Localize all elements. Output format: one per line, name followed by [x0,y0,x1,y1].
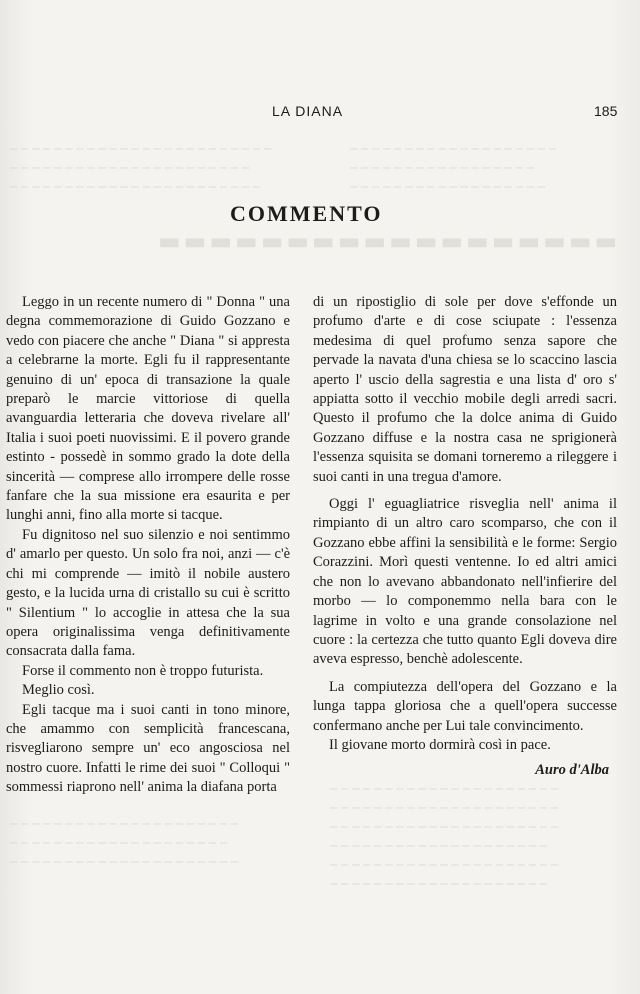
paragraph: di un ripostiglio di sole per dove s'effonde un profumo d'arte e di cose sciupate : l'essenza medesima di quel profumo senza sapore che pervade la navata d'una chiesa se lo scaccino lascia aperto l' uscio della sagrestia e una lista d' oro s' appiatta sotto il vecchio mobile degli arredi sacri. Questo il profumo che la dolce anima di Guido Gozzano diffuse e la nostra casa ne sprigionerà l'essenza squisita se domani torneremo a rileggere i suoi canti in una tregua d'amore. [313,294,617,485]
page-number: 185 [594,103,618,119]
paragraph: Il giovane morto dormirà così in pace. [329,736,551,753]
paragraph: Forse il commento non è troppo futurista. [22,662,264,679]
bleed-through-title: ▬▬▬▬▬▬▬▬▬▬▬▬▬▬▬▬▬▬ [158,226,621,255]
article-title: COMMENTO [230,201,383,226]
bleed-through-left: ─ ─ ─ ─ ─ ─ ─ ─ ─ ─ ─ ─ ─ ─ ─ ─ ─ ─ ─ ─ ─ ─ ─ ─ ─ ─ ─ ─ ─ ─ ─ ─ ─ ─ ─ ─ ─ ─ ─ ─ ─ ─ ─ ─ ─ ─ ─ ─ ─ ─ ─ ─ ─ ─ ─ ─ ─ ─ ─ ─ ─ ─ ─ ─ ─ ─ ─ ─ ─ [10,142,272,194]
running-header-title: LA DIANA [272,103,344,119]
left-column [6,293,290,798]
paragraph: Meglio così. [22,682,95,699]
bleed-through-bottom-left: ─ ─ ─ ─ ─ ─ ─ ─ ─ ─ ─ ─ ─ ─ ─ ─ ─ ─ ─ ─ ─ ─ ─ ─ ─ ─ ─ ─ ─ ─ ─ ─ ─ ─ ─ ─ ─ ─ ─ ─ ─ ─ ─ ─ ─ ─ ─ ─ ─ ─ ─ ─ ─ ─ ─ ─ ─ ─ ─ ─ ─ ─ [10,817,239,869]
bleed-through-right: ─ ─ ─ ─ ─ ─ ─ ─ ─ ─ ─ ─ ─ ─ ─ ─ ─ ─ ─ ─ ─ ─ ─ ─ ─ ─ ─ ─ ─ ─ ─ ─ ─ ─ ─ ─ ─ ─ ─ ─ ─ ─ ─ ─ ─ ─ ─ ─ ─ ─ ─ ─ ─ ─ [350,142,556,194]
author-signature: Auro d'Alba [535,762,609,779]
bleed-through-bottom: ─ ─ ─ ─ ─ ─ ─ ─ ─ ─ ─ ─ ─ ─ ─ ─ ─ ─ ─ ─ ─ ─ ─ ─ ─ ─ ─ ─ ─ ─ ─ ─ ─ ─ ─ ─ ─ ─ ─ ─ ─ ─ ─ ─ ─ ─ ─ ─ ─ ─ ─ ─ ─ ─ ─ ─ ─ ─ ─ ─ ─ ─ ─ ─ ─ ─ ─ ─ ─ ─ ─ ─ ─ ─ ─ ─ ─ ─ ─ ─ ─ ─ ─ ─ ─ ─ ─ ─ ─ ─ ─ ─ ─ ─ ─ ─ ─ ─ ─ ─ ─ ─ ─ ─ ─ ─ ─ ─ ─ ─ ─ ─ ─ ─ ─ ─ ─ ─ ─ ─ ─ ─ ─ ─ [330,782,559,891]
paragraph: Egli tacque ma i suoi canti in tono minore, che amammo con semplicità francescana, risvegliarono sempre un' eco angosciosa nel nostro cuore. Infatti le rime dei suoi " Colloqui " sommessi riaprono nell' anima la diafana porta [6,701,290,796]
paragraph: Leggo in un recente numero di " Donna " una degna commemorazione di Guido Gozzano e vedo con piacere che anche " Diana " si appresta a celebrarne la morte. Egli fu il rappresentante genuino di un' epoca di transazione la quale preparò le marcie vittoriose di quella avanguardia letteraria che doveva rivelare all' Italia i suoi poeti nuovissimi. E il povero grande estinto - possedè in sommo grado la dote della sincerità — comprese allo irrompere delle rosse fanfare che la sua missione era esaurita e per lunghi anni, fino alla morte si tacque. [6,294,290,524]
paragraph: Fu dignitoso nel suo silenzio e noi sentimmo d' amarlo per questo. Un solo fra noi, anzi — c'è chi mi comprende — imitò il nobile austero gesto, e la lucida urna di cristallo su cui è scritto " Silentium " lo accoglie in attesa che la sua opera originalissima venga definitivamente consacrata dalla fama. [6,526,290,660]
paragraph: La compiutezza dell'opera del Gozzano e la lunga tappa gloriosa che a quell'opera successe confermano anche per Lui tale convincimento. [313,678,617,734]
right-column [313,293,617,781]
paragraph: Oggi l' eguagliatrice risveglia nell' anima il rimpianto di un altro caro scomparso, che con il Gozzano ebbe affini la sensibilità e le forme: Sergio Corazzini. Morì questi ventenne. Io ed altri amici che non lo avevano abbandonato nell'infierire del morbo — lo componemmo nella bara con le lagrime in volto e una grande consolazione nel cuore : la certezza che tutto quanto Egli doveva dire aveva espresso, benchè adolescente. [313,496,617,668]
